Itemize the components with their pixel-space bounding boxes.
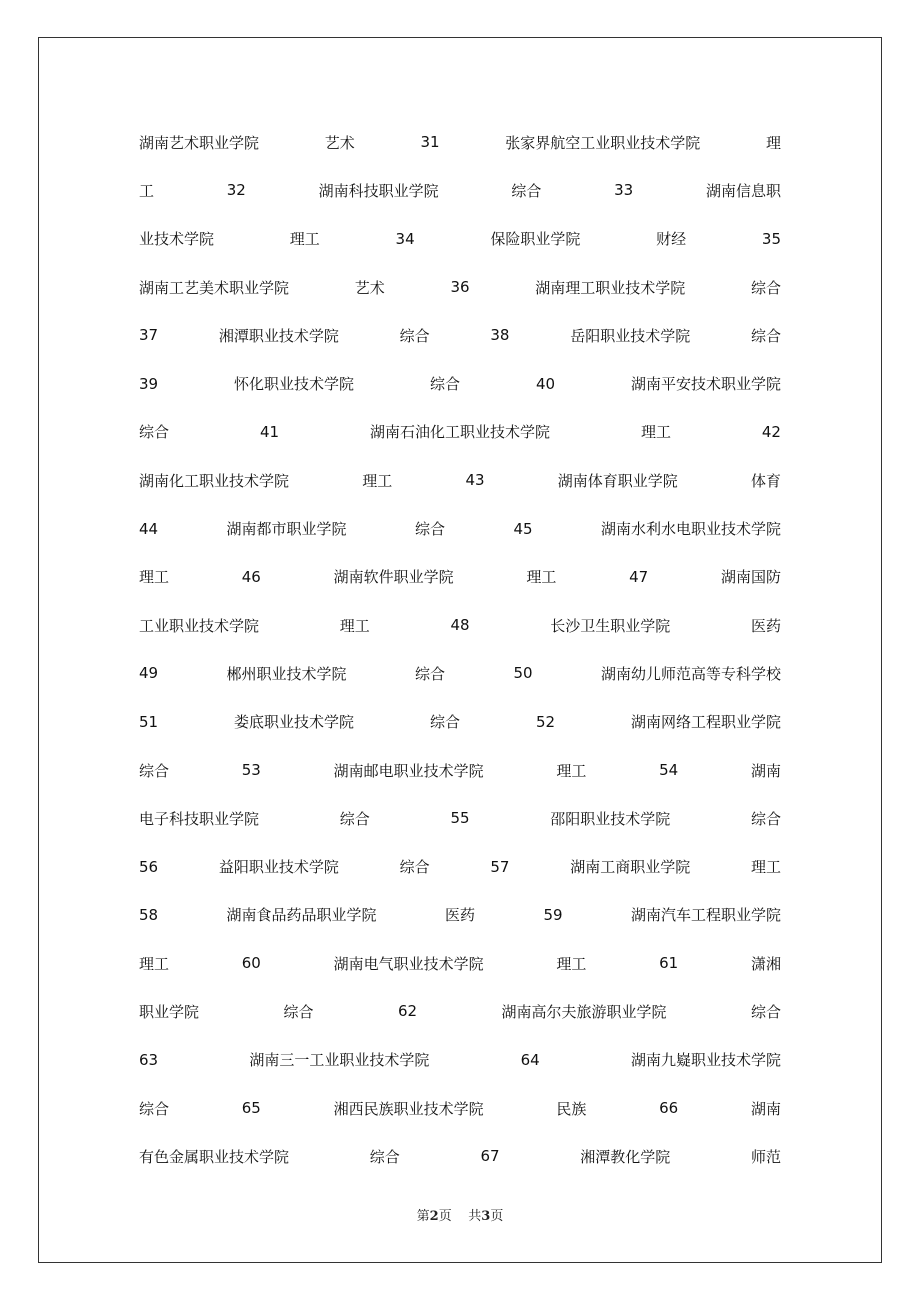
text-token: 湘潭职业技术学院 — [218, 326, 339, 345]
text-token: 61 — [659, 954, 679, 973]
text-token: 44 — [139, 519, 159, 538]
text-line — [139, 311, 781, 359]
text-token: 63 — [139, 1050, 159, 1069]
text-token: 综合 — [750, 278, 781, 297]
text-token: 34 — [395, 229, 415, 248]
text-token: 电子科技职业学院 — [139, 809, 260, 828]
text-line — [139, 166, 781, 214]
text-token: 湖南理工职业技术学院 — [535, 278, 686, 297]
text-token: 综合 — [511, 181, 542, 200]
text-token: 理工 — [750, 858, 781, 877]
text-token: 综合 — [429, 713, 460, 732]
text-line — [139, 649, 781, 697]
text-token: 综合 — [339, 809, 370, 828]
footer-prefix: 第 — [416, 1209, 430, 1224]
text-token: 60 — [241, 954, 261, 973]
text-token: 53 — [241, 761, 261, 779]
text-token: 湖南工商职业学院 — [570, 858, 691, 877]
text-token: 54 — [659, 761, 679, 779]
text-line — [139, 939, 781, 987]
text-line — [139, 987, 781, 1035]
text-line — [139, 1036, 781, 1084]
text-line — [139, 601, 781, 649]
text-line — [139, 794, 781, 842]
text-token: 湘西民族职业技术学院 — [333, 1099, 484, 1118]
text-token: 湖南水利水电职业技术学院 — [600, 520, 781, 539]
text-token: 财经 — [656, 230, 687, 249]
text-line — [139, 842, 781, 890]
text-token: 师范 — [750, 1147, 781, 1166]
text-token: 工 — [139, 181, 155, 200]
text-token: 湖南石油化工职业技术学院 — [369, 423, 550, 442]
text-token: 有色金属职业技术学院 — [139, 1147, 290, 1166]
text-token: 综合 — [399, 326, 430, 345]
text-line — [139, 359, 781, 407]
text-token: 45 — [513, 519, 533, 538]
text-token: 综合 — [399, 858, 430, 877]
text-token: 55 — [450, 809, 470, 828]
text-token: 综合 — [139, 1099, 170, 1118]
text-token: 41 — [259, 422, 280, 441]
text-line — [139, 215, 781, 263]
text-token: 50 — [513, 664, 533, 683]
text-token: 湖南 — [750, 1099, 781, 1118]
text-token: 工业职业技术学院 — [139, 616, 260, 635]
text-token: 理工 — [139, 568, 170, 587]
text-token: 理 — [765, 133, 781, 152]
text-line — [139, 746, 781, 794]
text-token: 47 — [629, 567, 649, 586]
text-token: 38 — [490, 326, 510, 345]
text-token: 理工 — [289, 230, 320, 249]
text-token: 保险职业学院 — [490, 230, 581, 249]
text-token: 42 — [761, 422, 781, 441]
text-token: 医药 — [750, 616, 781, 635]
text-token: 理工 — [139, 954, 170, 973]
text-token: 怀化职业技术学院 — [234, 375, 355, 394]
footer-page-unit: 页 — [438, 1209, 452, 1224]
text-token: 64 — [520, 1050, 540, 1069]
text-token: 综合 — [414, 520, 445, 539]
text-token: 湖南软件职业学院 — [333, 568, 454, 587]
text-token: 湖南平安技术职业学院 — [630, 375, 781, 394]
text-token: 湖南邮电职业技术学院 — [333, 761, 484, 780]
text-token: 理工 — [556, 954, 587, 973]
text-line — [139, 1132, 781, 1180]
text-token: 湖南三一工业职业技术学院 — [249, 1051, 430, 1070]
text-token: 66 — [659, 1099, 679, 1118]
text-token: 综合 — [139, 423, 170, 442]
text-token: 娄底职业技术学院 — [234, 713, 355, 732]
text-token: 51 — [139, 712, 159, 731]
text-token: 33 — [614, 181, 634, 200]
footer-total-prefix: 共 — [468, 1209, 482, 1224]
text-token: 艺术 — [324, 133, 355, 152]
text-token: 职业学院 — [139, 1002, 200, 1021]
text-token: 湖南九嶷职业技术学院 — [630, 1051, 781, 1070]
text-token: 郴州职业技术学院 — [226, 664, 347, 683]
text-token: 湖南幼儿师范高等专科学校 — [600, 664, 781, 683]
text-token: 36 — [450, 278, 470, 297]
text-token: 湖南艺术职业学院 — [139, 133, 260, 152]
text-token: 体育 — [750, 471, 781, 490]
text-token: 理工 — [640, 423, 671, 442]
text-token: 综合 — [369, 1147, 400, 1166]
text-token: 理工 — [526, 568, 557, 587]
text-token: 湖南化工职业技术学院 — [139, 471, 290, 490]
text-token: 艺术 — [354, 278, 385, 297]
text-token: 综合 — [750, 326, 781, 345]
text-token: 综合 — [750, 809, 781, 828]
text-token: 35 — [761, 229, 781, 248]
text-token: 湘潭教化学院 — [580, 1147, 671, 1166]
text-token: 湖南国防 — [720, 568, 781, 587]
text-token: 益阳职业技术学院 — [218, 858, 339, 877]
text-token: 综合 — [414, 664, 445, 683]
text-token: 49 — [139, 664, 159, 683]
text-token: 综合 — [283, 1002, 314, 1021]
text-token: 48 — [450, 616, 470, 635]
text-token: 46 — [241, 567, 261, 586]
text-line — [139, 118, 781, 166]
text-line — [139, 408, 781, 456]
text-token: 62 — [397, 1002, 418, 1021]
text-token: 31 — [420, 133, 440, 152]
text-token: 32 — [226, 181, 246, 200]
text-token: 理工 — [362, 471, 393, 490]
text-line — [139, 504, 781, 552]
page-footer — [0, 1205, 920, 1224]
text-line — [139, 1084, 781, 1132]
text-token: 医药 — [444, 906, 475, 925]
text-line — [139, 456, 781, 504]
text-line — [139, 698, 781, 746]
text-token: 57 — [490, 857, 510, 876]
text-token: 综合 — [429, 375, 460, 394]
text-token: 37 — [139, 326, 159, 345]
text-token: 湖南电气职业技术学院 — [333, 954, 484, 973]
text-line — [139, 553, 781, 601]
text-token: 40 — [535, 374, 556, 393]
text-token: 52 — [535, 712, 556, 731]
text-token: 综合 — [139, 761, 170, 780]
footer-total-unit: 页 — [490, 1209, 504, 1224]
text-token: 67 — [480, 1147, 500, 1166]
text-token: 理工 — [556, 761, 587, 780]
text-token: 湖南工艺美术职业学院 — [139, 278, 290, 297]
document-body — [139, 118, 781, 1181]
text-line — [139, 891, 781, 939]
text-token: 岳阳职业技术学院 — [570, 326, 691, 345]
text-token: 张家界航空工业职业技术学院 — [505, 133, 701, 152]
text-token: 58 — [139, 905, 159, 924]
text-line — [139, 263, 781, 311]
text-token: 业技术学院 — [139, 230, 215, 249]
current-page-number: 2 — [429, 1209, 439, 1224]
text-token: 湖南汽车工程职业学院 — [630, 906, 781, 925]
text-token: 湖南高尔夫旅游职业学院 — [501, 1002, 667, 1021]
text-token: 湖南网络工程职业学院 — [630, 713, 781, 732]
text-token: 邵阳职业技术学院 — [550, 809, 671, 828]
text-token: 湖南都市职业学院 — [226, 520, 347, 539]
text-token: 湖南信息职 — [705, 181, 781, 200]
text-token: 理工 — [339, 616, 370, 635]
text-token: 39 — [139, 374, 159, 393]
text-token: 56 — [139, 857, 159, 876]
text-token: 湖南科技职业学院 — [318, 181, 439, 200]
text-token: 43 — [465, 471, 485, 490]
text-token: 长沙卫生职业学院 — [550, 616, 671, 635]
text-token: 59 — [543, 905, 563, 924]
total-pages-number: 3 — [481, 1209, 491, 1224]
text-token: 综合 — [750, 1002, 781, 1021]
text-token: 湖南 — [750, 761, 781, 780]
text-token: 潇湘 — [750, 954, 781, 973]
text-token: 湖南体育职业学院 — [557, 471, 678, 490]
text-token: 65 — [241, 1099, 261, 1118]
text-token: 湖南食品药品职业学院 — [226, 906, 377, 925]
text-token: 民族 — [556, 1099, 587, 1118]
